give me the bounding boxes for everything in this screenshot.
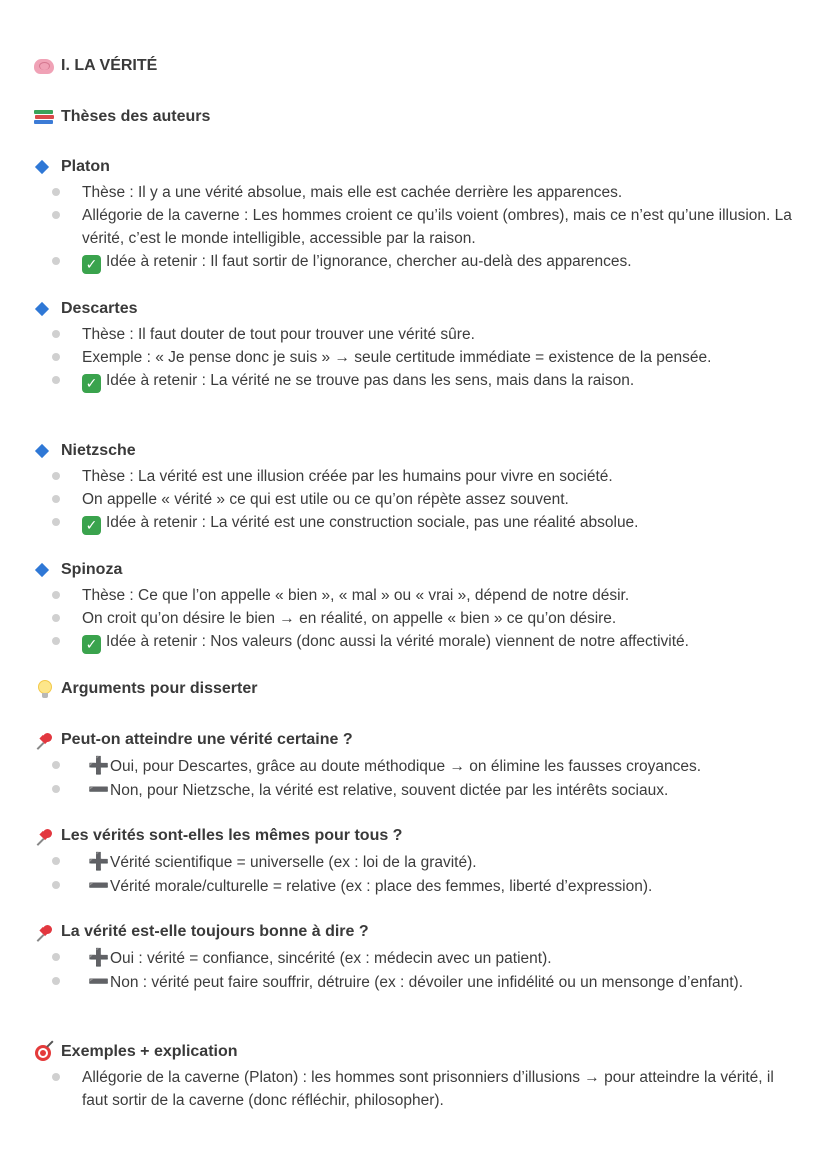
question-1-list bbox=[0, 754, 828, 802]
list-item: ✓ Idée à retenir : Nos valeurs (donc aussi la vérité morale) viennent de notre affectivité. bbox=[0, 630, 828, 654]
spinoza-list bbox=[0, 584, 828, 654]
title-text: I. LA VÉRITÉ bbox=[61, 57, 158, 74]
question-heading-1: Peut-on atteindre une vérité certaine ? bbox=[33, 730, 353, 750]
blue-diamond-icon bbox=[33, 157, 57, 177]
arguments-heading: Arguments pour disserter bbox=[33, 679, 257, 699]
list-item: ➖Non, pour Nietzsche, la vérité est relative, souvent dictée par les intérêts sociaux. bbox=[0, 778, 828, 802]
blue-diamond-icon bbox=[33, 560, 57, 580]
check-mark-icon: ✓ bbox=[82, 255, 101, 274]
question-3-list bbox=[0, 946, 828, 994]
list-item: ➖Non : vérité peut faire souffrir, détruire (ex : dévoiler une infidélité ou un mensonge d’enfant). bbox=[0, 970, 828, 994]
list-item: Allégorie de la caverne : Les hommes croient ce qu’ils voient (ombres), mais ce n’est qu’une illusion. La vérité, c’est le monde intelligible, accessible par la raison. bbox=[0, 204, 828, 250]
plus-icon: ➕ bbox=[88, 756, 110, 775]
platon-list bbox=[0, 181, 828, 274]
examples-heading: Exemples + explication bbox=[33, 1042, 238, 1062]
pushpin-icon bbox=[33, 922, 57, 942]
plus-icon: ➕ bbox=[88, 852, 110, 871]
list-item: ➕Vérité scientifique = universelle (ex : loi de la gravité). bbox=[0, 850, 828, 874]
question-heading-2: Les vérités sont-elles les mêmes pour tous ? bbox=[33, 826, 402, 846]
minus-icon: ➖ bbox=[88, 876, 110, 895]
minus-icon: ➖ bbox=[88, 780, 110, 799]
books-icon bbox=[33, 107, 57, 127]
list-item: Thèse : Ce que l’on appelle « bien », « mal » ou « vrai », dépend de notre désir. bbox=[0, 584, 828, 607]
list-item: On appelle « vérité » ce qui est utile ou ce qu’on répète assez souvent. bbox=[0, 488, 828, 511]
check-mark-icon: ✓ bbox=[82, 635, 101, 654]
question-heading-3: La vérité est-elle toujours bonne à dire ? bbox=[33, 922, 369, 942]
author-heading-spinoza: Spinoza bbox=[33, 560, 122, 580]
check-mark-icon: ✓ bbox=[82, 374, 101, 393]
pushpin-icon bbox=[33, 826, 57, 846]
list-item: Thèse : Il faut douter de tout pour trouver une vérité sûre. bbox=[0, 323, 828, 346]
target-icon bbox=[33, 1042, 57, 1062]
list-item: ➕Oui : vérité = confiance, sincérité (ex : médecin avec un patient). bbox=[0, 946, 828, 970]
list-item: On croit qu’on désire le bien → en réalité, on appelle « bien » ce qu’on désire. bbox=[0, 607, 828, 630]
list-item: Thèse : Il y a une vérité absolue, mais elle est cachée derrière les apparences. bbox=[0, 181, 828, 204]
list-item: Allégorie de la caverne (Platon) : les hommes sont prisonniers d’illusions → pour atteindre la vérité, il faut sortir de la caverne (donc réfléchir, philosopher). bbox=[0, 1066, 828, 1112]
author-heading-nietzsche: Nietzsche bbox=[33, 441, 136, 461]
minus-icon: ➖ bbox=[88, 972, 110, 991]
list-item: Thèse : La vérité est une illusion créée par les humains pour vivre en société. bbox=[0, 465, 828, 488]
examples-list bbox=[0, 1066, 828, 1112]
page-title bbox=[33, 56, 157, 76]
list-item: ✓ Idée à retenir : Il faut sortir de l’ignorance, chercher au-delà des apparences. bbox=[0, 250, 828, 274]
blue-diamond-icon bbox=[33, 299, 57, 319]
check-mark-icon: ✓ bbox=[82, 516, 101, 535]
author-heading-platon: Platon bbox=[33, 157, 110, 177]
list-item: ➖Vérité morale/culturelle = relative (ex : place des femmes, liberté d’expression). bbox=[0, 874, 828, 898]
descartes-list bbox=[0, 323, 828, 393]
list-item: ✓ Idée à retenir : La vérité est une construction sociale, pas une réalité absolue. bbox=[0, 511, 828, 535]
list-item: ➕Oui, pour Descartes, grâce au doute méthodique → on élimine les fausses croyances. bbox=[0, 754, 828, 778]
author-heading-descartes: Descartes bbox=[33, 299, 138, 319]
brain-icon bbox=[33, 56, 57, 76]
theses-heading: Thèses des auteurs bbox=[33, 107, 210, 127]
list-item: Exemple : « Je pense donc je suis » → seule certitude immédiate = existence de la pensée. bbox=[0, 346, 828, 369]
question-2-list bbox=[0, 850, 828, 898]
blue-diamond-icon bbox=[33, 441, 57, 461]
plus-icon: ➕ bbox=[88, 948, 110, 967]
pushpin-icon bbox=[33, 730, 57, 750]
light-bulb-icon bbox=[33, 679, 57, 699]
nietzsche-list bbox=[0, 465, 828, 535]
list-item: ✓ Idée à retenir : La vérité ne se trouve pas dans les sens, mais dans la raison. bbox=[0, 369, 828, 393]
